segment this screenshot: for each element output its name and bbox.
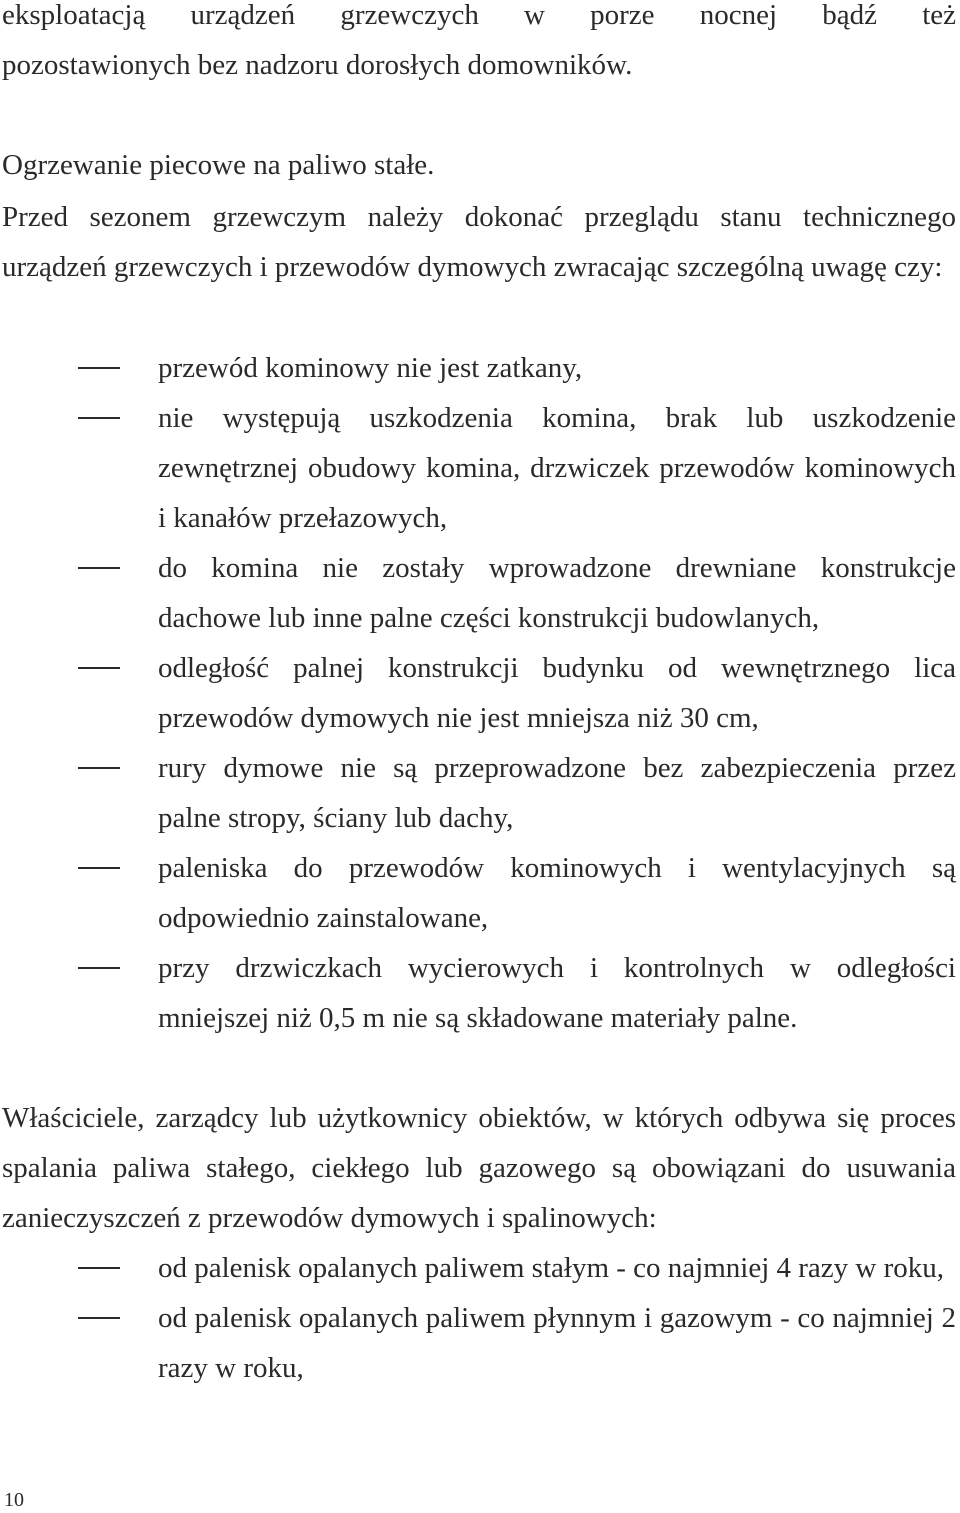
list-item-text: odległość palnej konstrukcji budynku od wewnętrznego lica przewodów dymowych nie jest mniejsza niż 30 cm, — [158, 652, 956, 734]
section-paragraph: Przed sezonem grzewczym należy dokonać przeglądu stanu technicznego urządzeń grzewczych i przewodów dymowych zwracając szczególną uwagę czy: — [2, 201, 956, 283]
inspection-list — [0, 343, 960, 1043]
list-item-text: rury dymowe nie są przeprowadzone bez zabezpieczenia przez palne stropy, ściany lub dachy, — [158, 752, 956, 834]
dash-bullet-icon — [78, 1317, 120, 1319]
dash-bullet-icon — [78, 767, 120, 769]
list-item — [0, 343, 956, 393]
list-item-text: przewód kominowy nie jest zatkany, — [158, 352, 583, 384]
obligations-paragraph: Właściciele, zarządcy lub użytkownicy obiektów, w których odbywa się proces spalania paliwa stałego, ciekłego lub gazowego są obowiązani do usuwania zanieczyszczeń z przewodów dymowych i spalinowych: — [2, 1102, 956, 1234]
list-item — [0, 1293, 956, 1393]
dash-bullet-icon — [78, 417, 120, 419]
list-item — [0, 643, 956, 743]
list-item — [0, 943, 956, 1043]
list-item-text: paleniska do przewodów kominowych i wentylacyjnych są odpowiednio zainstalowane, — [158, 852, 956, 934]
list-item — [0, 393, 956, 543]
dash-bullet-icon — [78, 967, 120, 969]
page-number: 10 — [4, 1489, 24, 1511]
section-heading — [2, 140, 434, 190]
dash-bullet-icon — [78, 1267, 120, 1269]
list-item-text: od palenisk opalanych paliwem płynnym i gazowym - co najmniej 2 razy w roku, — [158, 1302, 956, 1384]
dash-bullet-icon — [78, 867, 120, 869]
list-item — [0, 743, 956, 843]
list-item — [0, 543, 956, 643]
list-item — [0, 1243, 956, 1293]
list-item-text: przy drzwiczkach wycierowych i kontrolnych w odległości mniejszej niż 0,5 m nie są składowane materiały palne. — [158, 952, 956, 1034]
list-item-text: nie występują uszkodzenia komina, brak lub uszkodzenie zewnętrznej obudowy komina, drzwiczek przewodów kominowych i kanałów przełazowych, — [158, 402, 956, 534]
intro-line-2: pozostawionych bez nadzoru dorosłych domowników. — [2, 49, 633, 81]
intro-line-1: eksploatacją urządzeń grzewczych w porze nocnej bądź też — [2, 0, 956, 31]
cleaning-frequency-list — [0, 1243, 960, 1393]
list-item — [0, 843, 956, 943]
dash-bullet-icon — [78, 567, 120, 569]
section-heading-text: Ogrzewanie piecowe na paliwo stałe. — [2, 149, 435, 181]
list-item-text: od palenisk opalanych paliwem stałym - co najmniej 4 razy w roku, — [158, 1252, 945, 1284]
dash-bullet-icon — [78, 667, 120, 669]
list-item-text: do komina nie zostały wprowadzone drewniane konstrukcje dachowe lub inne palne części konstrukcji budowlanych, — [158, 552, 956, 634]
dash-bullet-icon — [78, 367, 120, 369]
